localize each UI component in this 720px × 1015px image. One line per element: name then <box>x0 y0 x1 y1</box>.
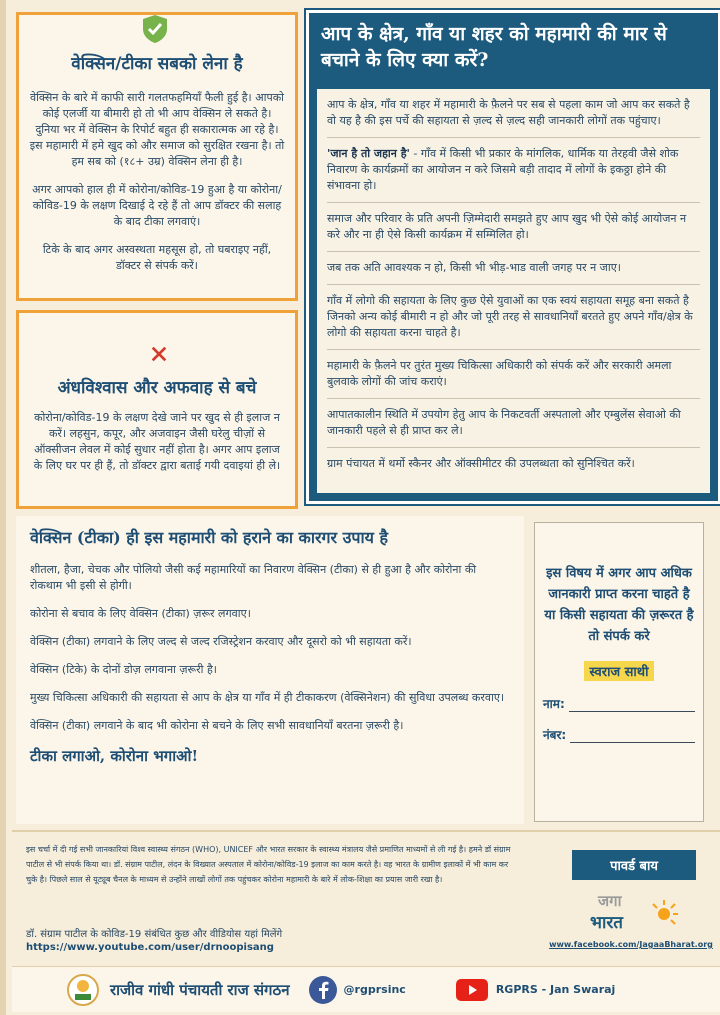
organisation-bar <box>12 966 720 1012</box>
prevention-para-4: जब तक अति आवश्यक न हो, किसी भी भीड़-भाड वाली जगह पर न जाए। <box>327 260 700 285</box>
remedy-title: वेक्सिन (टीका) ही इस महामारी को हराने का कारगर उपाय है <box>30 528 388 547</box>
myth-title: अंधविश्वास और अफवाह से बचे <box>57 378 257 398</box>
myth-box <box>16 310 298 509</box>
prevention-slogan: 'जान है तो जहान है' <box>327 147 410 160</box>
number-field[interactable] <box>543 726 695 743</box>
name-line[interactable] <box>569 700 695 712</box>
prevention-content <box>317 89 710 493</box>
vaccine-para-1: वेक्सिन के बारे में काफी सारी गलतफहमियाँ फैली हुई है। आपको कोई एलर्जी या बीमारी हो तो भी आप वेक्सिन ले सकते है। दुनिया भर में वेक्सिन के रिपोर्ट बहुत ही सकारात्मक आ रहे है। इस महामारी में हमे खुद को और समाज को सुरक्षित रखना है। तो हम सब को (१८+ उम्र) वेक्सिन लेना ही है। <box>29 91 285 168</box>
rgprs-logo <box>66 973 100 1007</box>
prevention-para-7: आपातकालीन स्थिति में उपयोग हेतु आप के निकटवर्ती अस्पतालो और एम्बुलेंस सेवाओ की जानकारी पहले से ही प्राप्त कर ले। <box>327 407 700 448</box>
prevention-para-1: आप के क्षेत्र, गाँव या शहर में महामारी के फ़ैलने पर सब से पहला काम जो आप कर सकते है वो यह है की इस पर्चे की सहायता से ज़ल्द से ज़ल्द सही जानकारी लोगों तक पहुंचाए। <box>327 97 700 138</box>
prevention-para-3: समाज और परिवार के प्रति अपनी ज़िम्मेदारी समझते हुए आप खुद भी ऐसे कोई आयोजन न करे और ना ही ऐसे किसी कार्यक्रम में सम्मिलित हो। <box>327 211 700 252</box>
powered-by-badge: पावर्ड बाय <box>572 850 696 880</box>
prevention-para-8: ग्राम पंचायत में थर्मो स्कैनर और ऑक्सीमीटर की उपलब्धता को सुनिश्चित करें। <box>327 457 635 470</box>
jaga-text: जगा <box>598 892 622 910</box>
remedy-item: वेक्सिन (टीका) लगवाने के लिए जल्द से जल्द रजिस्ट्रेशन करवाए और दूसरो को भी सहायता करें। <box>30 635 412 648</box>
sun-icon <box>653 900 678 924</box>
remedy-slogan: टीका लगाओ, कोरोना भगाओ! <box>30 747 199 765</box>
shield-check-icon <box>139 13 171 45</box>
vaccine-title: वेक्सिन/टीका सबको लेना है <box>71 54 243 74</box>
number-line[interactable] <box>570 731 695 743</box>
facebook-handle[interactable]: @rgprsinc <box>343 983 406 996</box>
remedy-item: वेक्सिन (टिके) के दोनों डोज़ लगवाना ज़रूरी है। <box>30 663 217 676</box>
prevention-title: आप के क्षेत्र, गाँव या शहर को महामारी की मार से बचाने के लिए क्या करें? <box>321 23 667 71</box>
remedy-item: शीतला, हैजा, चेचक और पोलियो जैसी कई महामारियों का निवारण वेक्सिन (टीका) से ही हुआ है और कोरोना की रोकथाम भी इसी से होगी। <box>30 563 477 592</box>
number-label: नंबर: <box>543 728 567 742</box>
jaga-bharat-logo <box>590 888 690 934</box>
vaccine-para-3: टिके के बाद अगर अस्वस्थता महसूस हो, तो घबराइए नहीं, डॉक्टर से संपर्क करें। <box>42 243 272 272</box>
contact-ask: इस विषय में अगर आप अधिक जानकारी प्राप्त करना चाहते है या किसी सहायता की ज़रूरत है तो संपर्क करे <box>544 566 694 644</box>
vaccine-para-2: अगर आपको हाल ही में कोरोना/कोविड-19 हुआ है या कोरोना/कोविड-19 के लक्षण दिखाई दे रहे हैं तो आप डॉक्टर की सलाह के बाद टीका लगवाएं। <box>32 183 282 228</box>
footer-info <box>12 830 720 958</box>
facebook-url[interactable]: www.facebook.com/JagaaBharat.org <box>549 940 713 949</box>
prevention-panel <box>306 10 720 504</box>
remedy-item: मुख्य चिकित्सा अधिकारी की सहायता से आप के क्षेत्र या गाँव में ही टीकाकरण (वेक्सिनेशन) की सुविधा उपलब्ध करवाए। <box>30 691 505 704</box>
contact-box <box>534 522 704 822</box>
swaraj-saathi-label: स्वराज साथी <box>584 661 655 681</box>
cross-icon <box>150 345 168 363</box>
vaccine-remedy-section <box>16 516 524 824</box>
prevention-para-2 <box>327 146 700 203</box>
prevention-para-5: गाँव में लोगो की सहायता के लिए कुछ ऐसे युवाओं का एक स्वयं सहायता समूह बना सकते है जिनको अन्य कोई बीमारी न हो और जो पूरी तरह से सावधानियाँ बरतते हुए अपने गाँव/क्षेत्र के लोगो की सहायता करना चाहते है। <box>327 293 700 350</box>
dr-videos-line <box>26 928 506 954</box>
vaccine-box <box>16 12 298 301</box>
myth-para: कोरोना/कोविड-19 के लक्षण देखे जाने पर खुद से ही इलाज न करें। लहसुन, कपूर, और अजवाइन जैसी घरेलु चीज़ों से ऑक्सीजन लेवल में कोई सुधार नहीं होता है। अगर आप इलाज के लिए घर पर ही हैं, तो डॉक्टर द्वारा बताई गयी दवाइयां ही ले। <box>33 411 281 472</box>
organisation-name: राजीव गांधी पंचायती राज संगठन <box>110 980 290 999</box>
remedy-item: वेक्सिन (टीका) लगवाने के बाद भी कोरोना से बचने के लिए सभी सावधानियाँ बरतना ज़रूरी है। <box>30 719 404 732</box>
source-text: इस चर्चा में दी गई सभी जानकारियां विश्व स्वास्थ्य संगठन (WHO), UNICEF और भारत सरकार के स्वास्थ्य मंत्रालय जैसे प्रमाणित माध्यमों से ली गई है। हमने डॉ संग्राम पाटील से भी संपर्क किया था। डॉ. संग्राम पाटील, लंदन के विख्यात अस्पताल में कोरोना/कोविड-19 इलाज का काम करते है। वह भारत के ग्रामीण इलाकों में भी काम कर चुके है। पिछले साल से यूट्यूब चैनल के माध्यम से उन्होंने लाखों लोगों तक पहुंचकर कोरोना महामारी के बारे में लोक-शिक्षा का प्रयास जारी रखा है। <box>26 845 511 884</box>
prevention-para-2-text: - गाँव में किसी भी प्रकार के मांगलिक, धार्मिक या तेरहवी जैसे शोक निवारण के कार्यक्रमों का आयोजन न करे जिसमे बड़ी तादाद में लोगों के इकठ्ठा होने की संभावना हो। <box>327 147 679 192</box>
dr-videos-text: डॉ. संग्राम पाटील के कोविड-19 संबंधित कुछ और वीडियोस यहां मिलेंगे <box>26 929 283 940</box>
name-field[interactable] <box>543 695 695 712</box>
remedy-item: कोरोना से बचाव के लिए वेक्सिन (टीका) ज़रूर लगवाए। <box>30 607 251 620</box>
dr-videos-url[interactable]: https://www.youtube.com/user/drnoopisang <box>26 942 274 953</box>
youtube-icon[interactable] <box>456 979 488 1001</box>
prevention-para-6: महामारी के फ़ैलने पर तुरंत मुख्य चिकित्सा अधिकारी को संपर्क करें और सरकारी अमला बुलवाके लोगों की जांच कराएं। <box>327 358 700 399</box>
youtube-handle[interactable]: RGPRS - Jan Swaraj <box>495 983 616 996</box>
name-label: नाम: <box>543 697 565 711</box>
facebook-icon[interactable] <box>308 975 338 1005</box>
bharat-text: भारत <box>590 913 623 933</box>
